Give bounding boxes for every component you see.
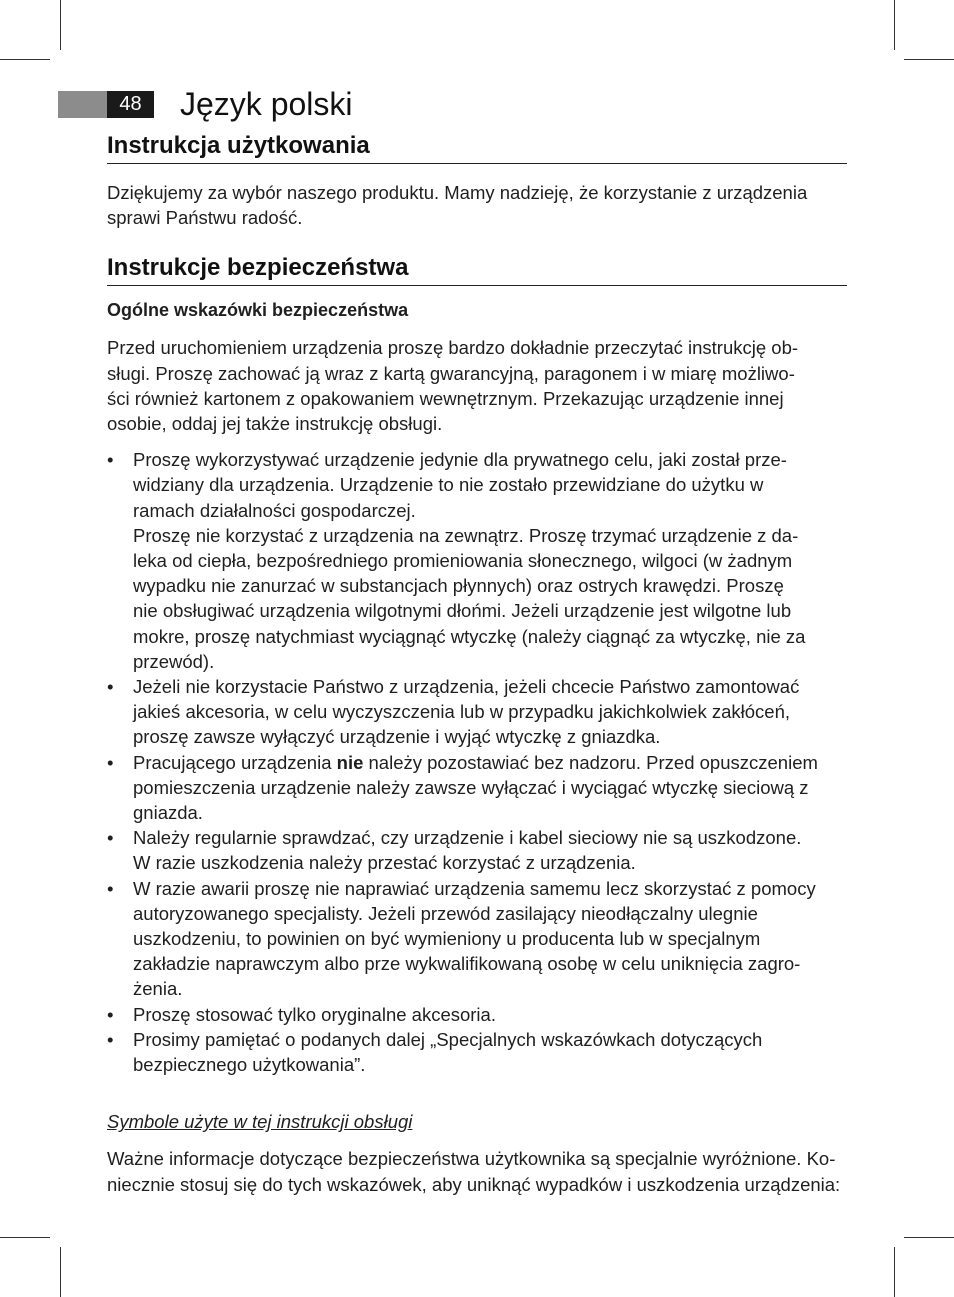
bullet-text-line: Jeżeli nie korzystacie Państwo z urządzenia, jeżeli chcecie Państwo zamontować bbox=[133, 676, 800, 698]
bullet-text-line: bezpiecznego użytkowania”. bbox=[133, 1054, 366, 1076]
general-safety-heading: Ogólne wskazówki bezpieczeństwa bbox=[107, 300, 409, 321]
bullet-text-line: gniazda. bbox=[133, 802, 203, 824]
bullet-text-line: autoryzowanego specjalisty. Jeżeli przewód zasilający nieodłączalny ulegnie bbox=[133, 902, 758, 924]
bullet-text-line: Proszę stosować tylko oryginalne akcesoria. bbox=[133, 1003, 496, 1025]
bullet-text-line: przewód). bbox=[133, 650, 215, 672]
bullet-icon: • bbox=[107, 877, 114, 899]
list-item bbox=[107, 750, 847, 826]
list-item bbox=[107, 1027, 847, 1077]
bullet-text-line: uszkodzeniu, to powinien on być wymieniony u producenta lub w specjalnym bbox=[133, 928, 761, 950]
bullet-icon: • bbox=[107, 751, 114, 773]
crop-mark bbox=[0, 59, 50, 60]
list-item bbox=[107, 447, 847, 674]
bullet-text-line: Proszę nie korzystać z urządzenia na zewnątrz. Proszę trzymać urządzenie z da- bbox=[133, 524, 799, 546]
crop-mark bbox=[60, 0, 61, 50]
bullet-text-line: W razie uszkodzenia należy przestać korzystać z urządzenia. bbox=[133, 852, 636, 874]
crop-mark bbox=[894, 0, 895, 50]
bullet-icon: • bbox=[107, 449, 114, 471]
section-title-safety: Instrukcje bezpieczeństwa bbox=[107, 252, 847, 286]
bullet-text-line: pomieszczenia urządzenie należy zawsze wyłączać i wyciągać wtyczkę sieciową z bbox=[133, 776, 809, 798]
language-title: Język polski bbox=[180, 86, 353, 122]
bullet-text-line: proszę zawsze wyłączyć urządzenie i wyjąć wtyczkę z gniazdka. bbox=[133, 726, 661, 748]
bullet-text-line: zakładzie naprawczym albo prze wykwalifikowaną osobę w celu uniknięcia zagro- bbox=[133, 953, 801, 975]
bullet-icon: • bbox=[107, 676, 114, 698]
bullet-text-line: mokre, proszę natychmiast wyciągnąć wtyczkę (należy ciągnąć za wtyczkę, nie za bbox=[133, 625, 806, 647]
list-item bbox=[107, 674, 847, 750]
bullet-text-line: nie bbox=[336, 751, 364, 773]
list-item bbox=[107, 876, 847, 1002]
safety-bullet-list bbox=[107, 447, 847, 1077]
page-content bbox=[107, 130, 847, 1197]
list-item bbox=[107, 825, 847, 875]
general-safety-paragraph: Przed uruchomieniem urządzenia proszę bardzo dokładnie przeczytać instrukcję ob- sługi. Proszę zachować ją wraz z kartą gwarancyjną, paragonem i w miarę możliwo- ści również kartonem z opakowaniem wewnętrznym. Przekazując urządzenie innej osobie, oddaj jej także instrukcję obsługi. bbox=[107, 337, 799, 435]
bullet-text-line: Pracującego urządzenia bbox=[133, 751, 337, 773]
bullet-text-line: wypadku nie zanurzać w substancjach płynnych) oraz ostrych krawędzi. Proszę bbox=[133, 575, 784, 597]
bullet-text-line: żenia. bbox=[133, 978, 183, 1000]
bullet-text-line: jakieś akcesoria, w celu wyczyszczenia lub w przypadku jakichkolwiek zakłóceń, bbox=[133, 701, 791, 723]
bullet-icon: • bbox=[107, 1028, 114, 1050]
symbols-heading: Symbole użyte w tej instrukcji obsługi bbox=[107, 1111, 413, 1133]
list-item bbox=[107, 1002, 847, 1027]
bullet-text-line: ramach działalności gospodarczej. bbox=[133, 499, 416, 521]
bullet-text-line: W razie awarii proszę nie naprawiać urządzenia samemu lecz skorzystać z pomocy bbox=[133, 877, 816, 899]
bullet-text-line: leka od ciepła, bezpośredniego promieniowania słonecznego, wilgoci (w żadnym bbox=[133, 550, 793, 572]
bullet-text-line: Należy regularnie sprawdzać, czy urządzenie i kabel sieciowy nie są uszkodzone. bbox=[133, 827, 802, 849]
crop-mark bbox=[904, 1237, 954, 1238]
symbols-paragraph: Ważne informacje dotyczące bezpieczeństwa użytkownika są specjalnie wyróżnione. Ko- niecznie stosuj się do tych wskazówek, aby uniknąć wypadków i uszkodzenia urządzenia: bbox=[107, 1148, 841, 1195]
bullet-text-line: Proszę wykorzystywać urządzenie jedynie dla prywatnego celu, jaki został prze- bbox=[133, 449, 787, 471]
bullet-text-line: Prosimy pamiętać o podanych dalej „Specjalnych wskazówkach dotyczących bbox=[133, 1028, 763, 1050]
crop-mark bbox=[894, 1247, 895, 1297]
section-title-usage: Instrukcja użytkowania bbox=[107, 130, 847, 164]
crop-mark bbox=[60, 1247, 61, 1297]
bullet-text-line: nie obsługiwać urządzenia wilgotnymi dłońmi. Jeżeli urządzenie jest wilgotne lub bbox=[133, 600, 792, 622]
usage-intro: Dziękujemy za wybór naszego produktu. Mamy nadzieję, że korzystanie z urządzenia sprawi Państwu radość. bbox=[107, 182, 808, 229]
bullet-icon: • bbox=[107, 1003, 114, 1025]
bullet-text-line: widziany dla urządzenia. Urządzenie to nie zostało przewidziane do użytku w bbox=[133, 474, 764, 496]
crop-mark bbox=[904, 59, 954, 60]
bullet-icon: • bbox=[107, 827, 114, 849]
crop-mark bbox=[0, 1237, 50, 1238]
bullet-text-line: należy pozostawiać bez nadzoru. Przed opuszczeniem bbox=[363, 751, 818, 773]
page-number: 48 bbox=[107, 91, 154, 118]
